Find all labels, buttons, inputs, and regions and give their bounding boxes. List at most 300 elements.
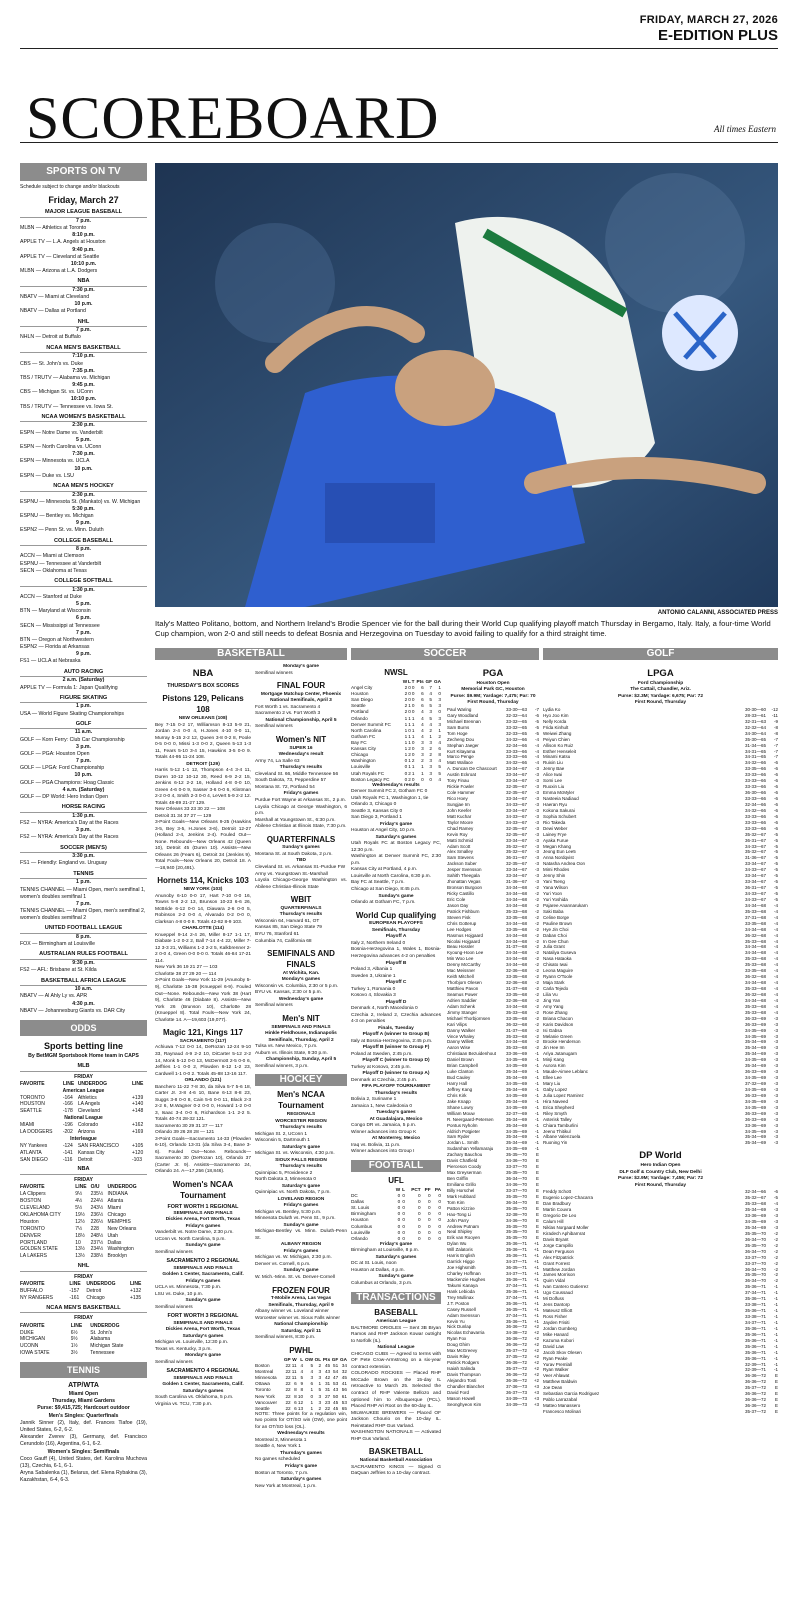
- standings-cell: Louisville: [351, 764, 371, 770]
- subheading: Monday's game: [283, 664, 319, 669]
- leaderboard-cell: 35-35—70: [505, 1205, 527, 1211]
- leaderboard-cell: 33-35—68: [744, 920, 766, 926]
- standings-cell: 1: [411, 721, 415, 727]
- standings-cell: 22: [285, 1381, 291, 1387]
- subheading: Thursday's results: [279, 1164, 323, 1170]
- subheading: FIFA PLAYOFF TOURNAMENT: [361, 1084, 431, 1090]
- leaderboard-cell: +1: [533, 1259, 539, 1265]
- standings-row: [255, 1400, 347, 1406]
- masthead-rule: [20, 142, 778, 143]
- text-line: Tulsa vs. New Mexico, 7 p.m.: [255, 1044, 318, 1050]
- leaderboard-cell: -12: [771, 706, 778, 712]
- leaderboard-cell: -4: [773, 1003, 778, 1009]
- text-line: New York at Montreal, 1 p.m.: [255, 1483, 317, 1489]
- leaderboard-cell: Asterisk Talley: [543, 1116, 572, 1122]
- leaderboard-cell: 34-39—73: [505, 1401, 527, 1407]
- text-line: Semifinal winners, 8:30 p.m.: [255, 1335, 316, 1341]
- standings-row: [255, 1394, 347, 1400]
- leaderboard-cell: 33-36—69: [505, 1051, 527, 1057]
- subheading: Saturday's game: [281, 1144, 321, 1150]
- standings-header: L: [300, 1356, 304, 1362]
- odds-cell: 5½: [75, 1205, 83, 1212]
- leaderboard-cell: E: [774, 1385, 778, 1391]
- leaderboard-cell: Patton Kizzire: [447, 1205, 475, 1211]
- standings-cell: 1: [408, 703, 411, 709]
- odds-cell: 235½: [90, 1191, 104, 1198]
- standings-cell: 1: [411, 770, 415, 776]
- standings-header: Pts: [322, 1356, 331, 1362]
- standings-cell: 1: [404, 752, 408, 758]
- leaderboard-cell: 33-34—67: [505, 778, 527, 784]
- leaderboard-cell: 33-35—68: [505, 974, 527, 980]
- leaderboard-cell: 32-33—65: [505, 730, 527, 736]
- leaderboard-cell: -3: [773, 1128, 778, 1134]
- leaderboard-cell: -5: [773, 873, 778, 879]
- tv-time: 10 p.m.: [74, 301, 93, 308]
- leaderboard-cell: Danny Walker: [447, 1027, 476, 1033]
- odds-cell: +162: [131, 1122, 144, 1129]
- leaderboard-cell: 36-34—70: [744, 1266, 766, 1272]
- leaderboard-cell: -5: [773, 831, 778, 837]
- leaderboard-cell: 36-33—69: [744, 1092, 766, 1098]
- leaderboard-cell: -1: [534, 1057, 539, 1063]
- leaderboard-cell: 33-33—66: [744, 813, 766, 819]
- leaderboard-cell: Kari Vilips: [447, 1021, 467, 1027]
- leaderboard-cell: -3: [773, 1027, 778, 1033]
- standings-cell: 4: [300, 1362, 304, 1368]
- standings-cell: 2: [404, 691, 408, 697]
- leaderboard-cell: Isi Gabsa: [543, 1027, 563, 1033]
- bold-line: SACRAMENTO (117): [179, 1038, 227, 1044]
- subheading: Monday's games: [281, 977, 321, 983]
- leaderboard-cell: 35-34—69: [505, 1134, 527, 1140]
- leaderboard-cell: -6: [773, 784, 778, 790]
- leaderboard-cell: -1: [773, 1284, 778, 1290]
- soccer-players-illustration: [155, 163, 778, 607]
- subheading: Friday's games: [283, 791, 319, 797]
- standings-cell: 0: [428, 1235, 431, 1241]
- leaderboard-cell: Lydia Ko: [543, 706, 561, 712]
- leaderboard-cell: 36-36—72: [744, 1397, 766, 1403]
- standings-cell: 4: [310, 1369, 314, 1375]
- subheading: Championship, Sunday, April 5: [265, 1057, 337, 1063]
- pwhl-standings: [255, 1357, 347, 1412]
- text-line: Semifinal winners: [255, 1003, 293, 1009]
- leaderboard-cell: 35-33—68: [744, 1201, 766, 1207]
- leaderboard-cell: -6: [773, 813, 778, 819]
- leaderboard-cell: -4: [534, 736, 539, 742]
- text-line: Kansas City at Portland, 4 p.m.: [351, 867, 418, 873]
- leaderboard-cell: 34-33—67: [505, 813, 527, 819]
- golf-band: GOLF: [543, 648, 778, 660]
- standings-cell: 2: [404, 684, 408, 690]
- subheading: American League: [376, 1319, 416, 1325]
- text-line: Utah Royals FC at Boston Legacy FC, 12:30 p.m.: [351, 841, 441, 853]
- leaderboard-cell: -6: [773, 790, 778, 796]
- standings-cell: 0: [418, 1211, 421, 1217]
- subheading: Sunday's game: [283, 1222, 319, 1228]
- leaderboard-cell: Nicolai Hojgaard: [447, 938, 481, 944]
- leaderboard-cell: Charley Hoffman: [447, 1271, 481, 1277]
- text-line: Abilene Christian at Illinois State, 7:30 p.m.: [255, 824, 347, 830]
- tv-listing: TBS / TRUTV — Tennessee vs. Iowa St.: [20, 403, 113, 410]
- leaderboard-cell: Calum Hill: [543, 1219, 564, 1224]
- odds-cell: BOSTON: [20, 1198, 42, 1205]
- subheading: Thursday's results: [279, 765, 323, 771]
- standings-cell: 0: [397, 1205, 401, 1211]
- leaderboard-cell: -3: [773, 1098, 778, 1104]
- text-line: W. Mich.-Minn. St. vs. Denver-Cornell: [255, 1275, 335, 1280]
- leaderboard-cell: Saki Baba: [543, 908, 564, 914]
- tv-sport-heading: HORSE RACING: [20, 804, 147, 813]
- odds-cell: 224½: [90, 1198, 104, 1205]
- leaderboard-cell: -3: [534, 807, 539, 813]
- text-line: Jannik Sinner (2), Italy, def. Frances Tiafoe (19), United States, 6-2, 6-2.: [20, 1419, 147, 1433]
- leaderboard-cell: 34-35—69: [744, 1098, 766, 1104]
- tv-listing: SECN — Mississippi at Tennessee: [20, 622, 100, 629]
- tv-listing: GOLF — DP World: Hero Indian Open: [20, 794, 109, 800]
- leaderboard-cell: 36-34—70: [505, 1199, 527, 1205]
- leaderboard-cell: 34-35—69: [505, 1146, 527, 1152]
- odds-cell: LA Angels: [77, 1101, 101, 1108]
- leaderboard-cell: -3: [534, 831, 539, 837]
- standings-header: W: [292, 1356, 297, 1362]
- standings-cell: 0: [411, 752, 415, 758]
- leaderboard-cell: David Law: [543, 1343, 565, 1349]
- leaderboard-cell: -7: [773, 754, 778, 760]
- odds-row: [20, 1198, 147, 1205]
- odds-cell: IOWA STATE: [20, 1350, 50, 1357]
- leaderboard-cell: 34-30—64: [744, 730, 766, 736]
- leaderboard-cell: 34-33—67: [744, 867, 766, 873]
- leaderboard-cell: E: [535, 1217, 539, 1223]
- leaderboard-cell: 34-36—70: [505, 1158, 527, 1164]
- leaderboard-cell: -4: [773, 908, 778, 914]
- text-line: Turkey at Kosovo, 2:45 p.m.: [351, 1064, 411, 1070]
- leaderboard-cell: Adam Svensson: [447, 1312, 480, 1318]
- text-line: Fort Worth 1 vs. Sacramento 4: [255, 704, 321, 710]
- leaderboard-cell: 35-36—71: [744, 1343, 766, 1349]
- subheading: National Basketball Association: [359, 1457, 433, 1463]
- text-line: Albany winner vs. Loveland winner: [255, 1309, 329, 1315]
- standings-cell: 2: [408, 776, 411, 782]
- leaderboard-cell: Hao-Tong Li: [447, 1211, 472, 1217]
- standings-cell: 6: [310, 1381, 314, 1387]
- leaderboard-cell: 34-36—70: [505, 1181, 527, 1187]
- leaderboard-cell: 36-34—70: [744, 1248, 766, 1254]
- tv-listing: ESPN — Notre Dame vs. Vanderbilt: [20, 429, 103, 436]
- tv-time: 9 p.m.: [76, 520, 91, 527]
- leaderboard-cell: 35-36—71: [505, 1300, 527, 1306]
- odds-day: FRIDAY: [74, 1073, 93, 1080]
- section-heading: BASEBALL: [374, 1308, 418, 1318]
- nba-column: [155, 664, 251, 1614]
- tv-listing: ESPN2 — Penn St. vs. Minn. Duluth: [20, 527, 104, 534]
- subheading: Playoff A: [385, 934, 407, 940]
- leaderboard-cell: Minami Katsu: [543, 754, 571, 760]
- standings-cell: 2: [318, 1405, 322, 1411]
- leaderboard-cell: -2: [534, 938, 539, 944]
- standings-cell: 0: [402, 1235, 405, 1241]
- nwsl-title: NWSL: [384, 668, 408, 677]
- standings-cell: 3: [318, 1393, 322, 1399]
- leaderboard-cell: 34-35—69: [505, 1057, 527, 1063]
- leaderboard-cell: Maja Stark: [543, 980, 565, 986]
- leaderboard-cell: Pierceson Coody: [447, 1164, 482, 1170]
- standings-cell: 8: [294, 1387, 297, 1393]
- leaderboard-cell: -3: [773, 1140, 778, 1146]
- leaderboard-cell: -2: [534, 1003, 539, 1009]
- leaderboard-cell: Davis Thompson: [447, 1371, 481, 1377]
- leaderboard-cell: 33-35—68: [505, 1015, 527, 1021]
- leaderboard-cell: -3: [534, 790, 539, 796]
- leaderboard-cell: Ugo Coussaud: [543, 1290, 573, 1296]
- standings-cell: 0: [428, 1211, 431, 1217]
- tv-listing: NBATV — Johannesburg Giants vs. DAR City: [20, 1007, 126, 1014]
- leaderboard-cell: Alex Fitzpatrick: [543, 1254, 574, 1260]
- leaderboard-row: [543, 1140, 778, 1146]
- tv-listing: NHLN — Detroit at Buffalo: [20, 334, 81, 341]
- odds-cell: BUFFALO: [20, 1287, 43, 1294]
- leaderboard-cell: 31-36—67: [505, 879, 527, 885]
- leaderboard-cell: 33-35—68: [505, 991, 527, 997]
- dpworld-subtitle: Hero Indian Open: [640, 1163, 681, 1169]
- leaderboard-cell: 35-30—65: [744, 736, 766, 742]
- standings-cell: 3: [429, 709, 433, 715]
- standings-cell: 0: [397, 1211, 401, 1217]
- leaderboard-cell: Sam Ryder: [447, 1134, 470, 1140]
- text-line: Anunoby 6-10 0-0 17, Hart 7-10 0-0 16, Towns 5-8 2-2 13, Brunson 10-23 6-6 26, McBride 6-12 0-0 14, Diawara 2-6 0-0 5, Robinson 2-2 0-0 4, Alvarado 0-2 0-0 0, Clarkson 4-8 0-0 8. Totals 42-82 8-9 103.: [155, 893, 251, 925]
- leaderboard-cell: Natasha Andrea Oon: [543, 861, 586, 867]
- standings-cell: Seattle: [255, 1405, 270, 1411]
- odds-cell: -164: [62, 1094, 73, 1101]
- leaderboard-cell: Haeran Ryu: [543, 801, 568, 807]
- leaderboard-cell: 34-34—68: [505, 1039, 527, 1045]
- odds-cell: +120: [131, 1149, 144, 1156]
- leaderboard-cell: Dan Bradbury: [543, 1201, 571, 1207]
- leaderboard-cell: +1: [533, 1318, 539, 1324]
- leaderboard-cell: Daniel Brown: [447, 1057, 474, 1063]
- tv-sport-heading: NBA: [20, 278, 147, 287]
- leaderboard-cell: -3: [773, 1063, 778, 1069]
- leaderboard-cell: E: [535, 1199, 539, 1205]
- subheading: Saturday's games: [280, 1477, 322, 1483]
- leaderboard-cell: -1: [534, 1081, 539, 1087]
- standings-cell: 2: [429, 752, 433, 758]
- standings-cell: 0: [397, 1217, 401, 1223]
- text-line: Knueppel 9-14 2-4 26, Miller 8-17 1-1 17, Diabate 1-2 0-2 2, Ball 7-14 4-4 22, Miller 7-12 3-3 21, Williams 1-2 2-2 5, Kalkbrenner 2-2 0-0 4, Green 0-0 0-0 0. Totals 46-84 17-21 114.: [155, 932, 251, 964]
- leaderboard-cell: E: [535, 1211, 539, 1217]
- leaderboard-cell: -1: [534, 1051, 539, 1057]
- standings-cell: 9: [300, 1381, 304, 1387]
- leaderboard-cell: -6: [773, 766, 778, 772]
- standings-cell: 4: [438, 739, 441, 745]
- leaderboard-cell: -3: [534, 873, 539, 879]
- subheading: QUARTERFINALS: [280, 905, 322, 911]
- leaderboard-cell: 30-30—60: [744, 706, 766, 712]
- leaderboard-cell: +1: [533, 1241, 539, 1247]
- leaderboard-cell: -5: [773, 837, 778, 843]
- leaderboard-cell: 36-33—69: [744, 1116, 766, 1122]
- odds-cell: Chicago: [107, 1211, 126, 1218]
- odds-row: [20, 1095, 147, 1102]
- golf-right-column: [543, 664, 778, 1614]
- text-line: New Orleans 33 23 30 22 — 108: [155, 807, 225, 813]
- standings-cell: 1: [429, 733, 433, 739]
- text-line: Seattle 4, New York 1: [255, 1444, 301, 1450]
- leaderboard-cell: Sebastian Garcia Rodriguez: [543, 1391, 600, 1397]
- leaderboard-cell: Emiliano Grillo: [447, 1181, 477, 1187]
- standings-cell: 0: [421, 776, 424, 782]
- leaderboard-cell: Mason Howell: [447, 1395, 476, 1401]
- leaderboard-cell: -6: [773, 778, 778, 784]
- leaderboard-cell: 37-34—71: [744, 1290, 766, 1296]
- leaderboard-cell: E: [535, 1181, 539, 1187]
- leaderboard-cell: -3: [773, 1207, 778, 1213]
- dpworld-leaderboard: [543, 1189, 778, 1415]
- leaderboard-cell: 37-36—73: [505, 1383, 527, 1389]
- text-line: Louisville at North Carolina, 6:30 p.m.: [351, 873, 431, 879]
- text-line: Houston at Angel City, 10 p.m.: [351, 828, 416, 834]
- leaderboard-cell: 36-36—72: [744, 1379, 766, 1385]
- leaderboard-cell: Dean Ferguson: [543, 1248, 575, 1254]
- leaderboard-cell: 34-35—69: [505, 1128, 527, 1134]
- standings-cell: 4: [429, 691, 433, 697]
- leaderboard-cell: 34-34—68: [505, 891, 527, 897]
- standings-cell: 1: [404, 715, 408, 721]
- leaderboard-cell: Max Greyserman: [447, 1170, 482, 1176]
- leaderboard-cell: 35-34—69: [744, 1051, 766, 1057]
- bold-line: CHARLOTTE (114): [182, 926, 224, 932]
- leaderboard-cell: +1: [533, 1306, 539, 1312]
- odds-row: [20, 1226, 147, 1233]
- tv-listing: FS2 — NYRA: America's Day at the Races: [20, 820, 119, 827]
- leaderboard-cell: -4: [773, 938, 778, 944]
- leaderboard-cell: 36-34—70: [744, 1236, 766, 1242]
- leaderboard-cell: 34-37—71: [505, 1271, 527, 1277]
- leaderboard-cell: 35-34—69: [505, 1086, 527, 1092]
- leaderboard-cell: -2: [534, 980, 539, 986]
- tv-time: 7:30 p.m.: [72, 451, 95, 458]
- odds-cell: +105: [131, 1142, 144, 1149]
- leaderboard-cell: -1: [773, 1343, 778, 1349]
- leaderboard-cell: Doug Ghim: [447, 1342, 470, 1348]
- text-line: South Carolina vs. Oklahoma, 5 p.m.: [155, 1395, 234, 1401]
- game-headline: Pistons 129, Pelicans 108: [162, 694, 244, 715]
- standings-cell: 1: [404, 739, 408, 745]
- leaderboard-cell: -5: [773, 843, 778, 849]
- leaderboard-cell: Taylor Moore: [447, 819, 474, 825]
- odds-band: ODDS: [20, 1020, 147, 1036]
- leaderboard-cell: 36-32—68: [744, 932, 766, 938]
- leaderboard-cell: 37-34—71: [505, 1294, 527, 1300]
- leaderboard-cell: -7: [773, 742, 778, 748]
- text-line: Montana St. 72, Portland 54: [255, 784, 315, 790]
- leaderboard-cell: Chris Kirk: [447, 1092, 467, 1098]
- odds-day: FRIDAY: [74, 1177, 93, 1184]
- odds-row: [20, 1212, 147, 1219]
- standings-cell: 32: [341, 1369, 347, 1375]
- leaderboard-cell: -3: [773, 1051, 778, 1057]
- odds-league: MLB: [20, 1063, 147, 1072]
- leaderboard-cell: Karis Davidson: [543, 1021, 574, 1027]
- leaderboard-cell: 33-33—66: [744, 784, 766, 790]
- leaderboard-cell: -2: [534, 1021, 539, 1027]
- bold-line: Thursday, Miami Gardens: [51, 1398, 116, 1405]
- leaderboard-cell: -2: [534, 1039, 539, 1045]
- odds-cell: Washington: [107, 1246, 134, 1253]
- leaderboard-cell: -3: [534, 766, 539, 772]
- leaderboard-cell: -3: [773, 1033, 778, 1039]
- standings-cell: 0: [438, 1205, 441, 1211]
- odds-day: FRIDAY: [74, 1273, 93, 1280]
- leaderboard-cell: -3: [773, 1081, 778, 1087]
- subheading: SEMIFINALS AND FINALS: [173, 1265, 233, 1271]
- leaderboard-cell: -1: [534, 1134, 539, 1140]
- odds-row: [20, 1233, 147, 1240]
- odds-cell: -196: [62, 1122, 73, 1129]
- standings-cell: Seattle: [351, 703, 366, 709]
- standings-cell: Denver Summit FC: [351, 721, 391, 727]
- tv-listing: NBATV — Al Ahly Ly vs. APR: [20, 993, 88, 1000]
- subheading: Playoff B (winner to Group F): [362, 1045, 430, 1051]
- text-line: Banchero 11-22 7-8 30, da Silva 5-7 5-6 18, Carter Jr. 3-8 4-6 10, Bane 6-13 8-8 23, Suggs 3-8 0-0 8, Cain 5-6 0-0 11, Black 2-3 2-2 6, M.Wagner 0-2 0-0 0, Howard 1-2 0-0 3, Isaac 3-4 0-0 6, Richardson 1-1 2-2 5. Totals 40-74 28-32 121.: [155, 1084, 251, 1123]
- leaderboard-cell: 34-35—69: [744, 1104, 766, 1110]
- tv-time: 7:35 p.m.: [72, 367, 95, 374]
- leaderboard-cell: +2: [533, 1360, 539, 1366]
- standings-cell: 4: [421, 727, 424, 733]
- leaderboard-cell: 32-32—64: [505, 712, 527, 718]
- leaderboard-cell: 35-34—69: [505, 1069, 527, 1075]
- odds-cell: Tennessee: [90, 1350, 115, 1357]
- standings-cell: 0: [402, 1199, 405, 1205]
- leaderboard-cell: Cole Hammer: [447, 790, 475, 796]
- lpga-event: The Cattail, Chandler, Ariz.: [630, 687, 691, 693]
- leaderboard-cell: 35-34—69: [744, 1039, 766, 1045]
- subheading: At Wichita, Kan.: [282, 970, 320, 976]
- standings-cell: 1: [310, 1405, 314, 1411]
- leaderboard-cell: 35-35—70: [744, 1272, 766, 1278]
- standings-cell: 11: [291, 1362, 297, 1368]
- leaderboard-cell: 34-35—69: [744, 1075, 766, 1081]
- text-line: Chicago at San Diego, 8:45 p.m.: [351, 886, 421, 892]
- standings-cell: 0: [310, 1393, 314, 1399]
- leaderboard-cell: -3: [773, 1039, 778, 1045]
- leaderboard-cell: Hank Lebioda: [447, 1288, 475, 1294]
- subheading: Sunday's game: [185, 1243, 221, 1249]
- leaderboard-cell: Kyoung-Hoon Lee: [447, 950, 484, 956]
- standings-cell: 0: [411, 776, 415, 782]
- tv-sport-heading: GOLF: [20, 721, 147, 730]
- regional-heading: SACRAMENTO 2 REGIONAL: [166, 1258, 240, 1265]
- text-line: Quinnipiac 5, Providence 2: [255, 1170, 313, 1176]
- leaderboard-cell: 31-36—67: [744, 855, 766, 861]
- leaderboard-cell: -5: [534, 730, 539, 736]
- leaderboard-cell: Mike Hanard: [543, 1331, 569, 1337]
- leaderboard-cell: Ariya Jutanugarn: [543, 1051, 578, 1057]
- subheading: SIOUX FALLS REGION: [275, 1157, 327, 1163]
- leaderboard-cell: Jens Dantorp: [543, 1302, 570, 1308]
- leaderboard-cell: Chiara Tamburlini: [543, 1122, 578, 1128]
- leaderboard-cell: 35-34—69: [744, 1045, 766, 1051]
- leaderboard-cell: -3: [534, 819, 539, 825]
- subheading: SEMIFINALS AND FINALS: [173, 1320, 233, 1326]
- leaderboard-cell: 34-35—69: [744, 1027, 766, 1033]
- standings-cell: 4: [421, 709, 424, 715]
- standings-cell: 0: [429, 776, 433, 782]
- text-line: Czechia 2, Ireland 2, Czechia advances 4-3 on penalties: [351, 1012, 441, 1025]
- leaderboard-cell: 34-39—73: [505, 1395, 527, 1401]
